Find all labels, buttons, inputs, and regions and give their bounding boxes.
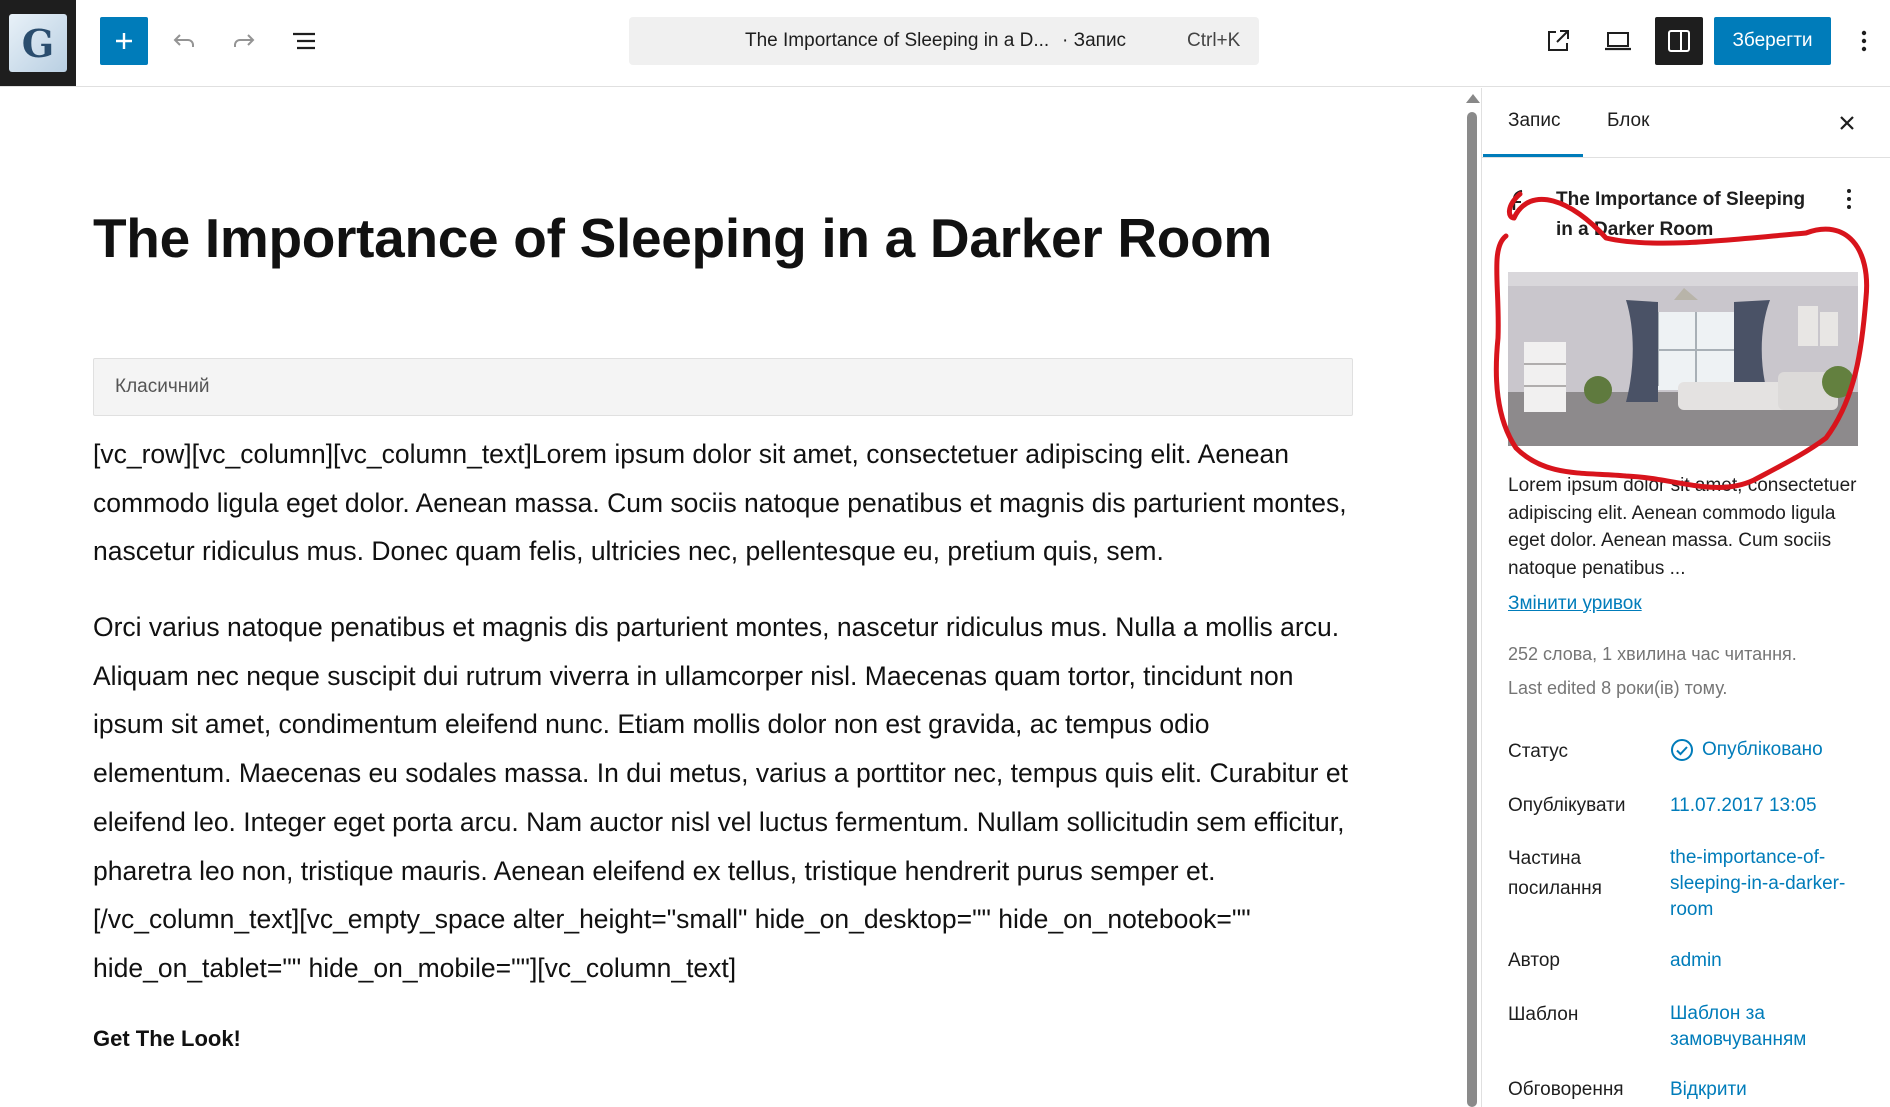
document-title: The Importance of Sleeping in a D...: [745, 30, 1050, 51]
redo-icon: [230, 27, 258, 55]
preview-device-button[interactable]: [1594, 17, 1642, 65]
site-logo-icon: G: [9, 14, 67, 72]
site-icon-button[interactable]: [0, 0, 76, 86]
scroll-up-arrow-icon[interactable]: [1466, 94, 1480, 103]
publish-label: Опублікувати: [1508, 795, 1626, 816]
content-paragraph[interactable]: [vc_row][vc_column][vc_column_text]Lorem ipsum dolor sit amet, consectetuer adipiscing elit. Aenean commodo ligula eget dolor. Aenean massa. Cum sociis natoque penatibus et magnis dis parturient montes, nascetur ridiculus mus. Donec quam felis, ultricies nec, pellentesque eu, pretium quis, sem.: [93, 439, 1347, 567]
close-sidebar-button[interactable]: [1832, 108, 1862, 138]
template-label: Шаблон: [1508, 1004, 1579, 1025]
save-button[interactable]: Зберегти: [1714, 17, 1831, 65]
add-block-button[interactable]: [100, 17, 148, 65]
edit-excerpt-link[interactable]: Змінити уривок: [1508, 593, 1642, 614]
editor-toolbar: [0, 0, 1890, 87]
scrollbar-thumb[interactable]: [1467, 112, 1477, 1107]
command-palette-bar[interactable]: [629, 17, 1259, 65]
status-text: Опубліковано: [1702, 739, 1823, 760]
status-label: Статус: [1508, 741, 1569, 762]
settings-sidebar-toggle[interactable]: [1655, 17, 1703, 65]
template-value[interactable]: Шаблон за замовчуванням: [1670, 1003, 1807, 1050]
more-vertical-icon: [1860, 28, 1868, 54]
post-card-title: The Importance of Sleeping in a Darker Room: [1556, 189, 1806, 240]
undo-icon: [170, 27, 198, 55]
undo-button[interactable]: [160, 17, 208, 65]
view-post-button[interactable]: [1534, 17, 1582, 65]
content-paragraph[interactable]: Orci varius natoque penatibus et magnis dis parturient montes, nascetur ridiculus mus. Nulla a mollis arcu. Aliquam nec neque suscipit dui rutrum viverra in ullamcorper nisl. Maecenas quam tortor, tincidunt non ipsum sit amet, condimentum eleifend nunc. Etiam mollis dolor non est gravida, ac tempus odio elementum. Maecenas eu sodales massa. In dui metus, varius a porttitor nec, tempus quis elit. Curabitur et eleifend leo. Integer eget porta arcu. Nam auctor nisl vel luctus fermentum. Nullam sollicitudin sem efficitur, pharetra leo non, tristique mauris. Aenean eleifend ex tellus, tristique hendrerit purus semper et. [/vc_column_text][vc_empty_space alter_height="small" hide_on_desktop="" hide_on_notebook="" hide_on_tablet="" hide_on_mobile=""][vc_column_text]: [93, 612, 1348, 983]
author-label: Автор: [1508, 950, 1560, 971]
discussion-label: Обговорення: [1508, 1079, 1624, 1100]
list-view-icon: [290, 27, 318, 55]
tab-block[interactable]: Блок: [1607, 110, 1650, 131]
sidebar-tabs: [1482, 88, 1890, 158]
close-icon: [1837, 113, 1857, 133]
plus-icon: [112, 29, 136, 53]
discussion-value[interactable]: Відкрити: [1670, 1079, 1747, 1100]
slug-label: Частина посилання: [1508, 848, 1602, 899]
content-heading[interactable]: Get The Look!: [93, 1026, 241, 1051]
classic-block-toolbar[interactable]: [93, 358, 1353, 416]
laptop-icon: [1603, 27, 1633, 55]
sidebar-icon: [1666, 28, 1692, 54]
post-title[interactable]: The Importance of Sleeping in a Darker Room: [93, 207, 1272, 269]
author-value[interactable]: admin: [1670, 950, 1722, 971]
post-icon: [1508, 188, 1530, 214]
word-count: 252 слова, 1 хвилина час читання.: [1508, 644, 1797, 664]
editor-scrollbar[interactable]: [1464, 90, 1480, 1107]
document-type: · Запис: [1062, 30, 1127, 51]
room-photo-icon: [1508, 272, 1858, 446]
editor-canvas: [0, 88, 1462, 1107]
document-overview-button[interactable]: [280, 17, 328, 65]
slug-value[interactable]: the-importance-of-sleeping-in-a-darker-room: [1670, 847, 1846, 920]
active-tab-indicator: [1483, 154, 1583, 157]
redo-button[interactable]: [220, 17, 268, 65]
classic-block-label: Класичний: [115, 376, 210, 397]
shortcut-hint: Ctrl+K: [1187, 30, 1241, 51]
post-actions-button[interactable]: [1837, 184, 1861, 214]
featured-image[interactable]: [1508, 272, 1858, 446]
post-excerpt: Lorem ipsum dolor sit amet, consectetuer adipiscing elit. Aenean commodo ligula eget dolor. Aenean massa. Cum sociis natoque penatibus ...: [1508, 475, 1857, 579]
tab-post[interactable]: Запис: [1508, 110, 1561, 131]
external-link-icon: [1544, 27, 1572, 55]
last-edited: Last edited 8 роки(ів) тому.: [1508, 678, 1728, 698]
settings-sidebar: [1481, 88, 1890, 1107]
options-menu-button[interactable]: [1842, 17, 1886, 65]
publish-date-value[interactable]: 11.07.2017 13:05: [1670, 795, 1817, 816]
status-value[interactable]: [1670, 737, 1870, 763]
published-check-icon: [1670, 738, 1694, 762]
